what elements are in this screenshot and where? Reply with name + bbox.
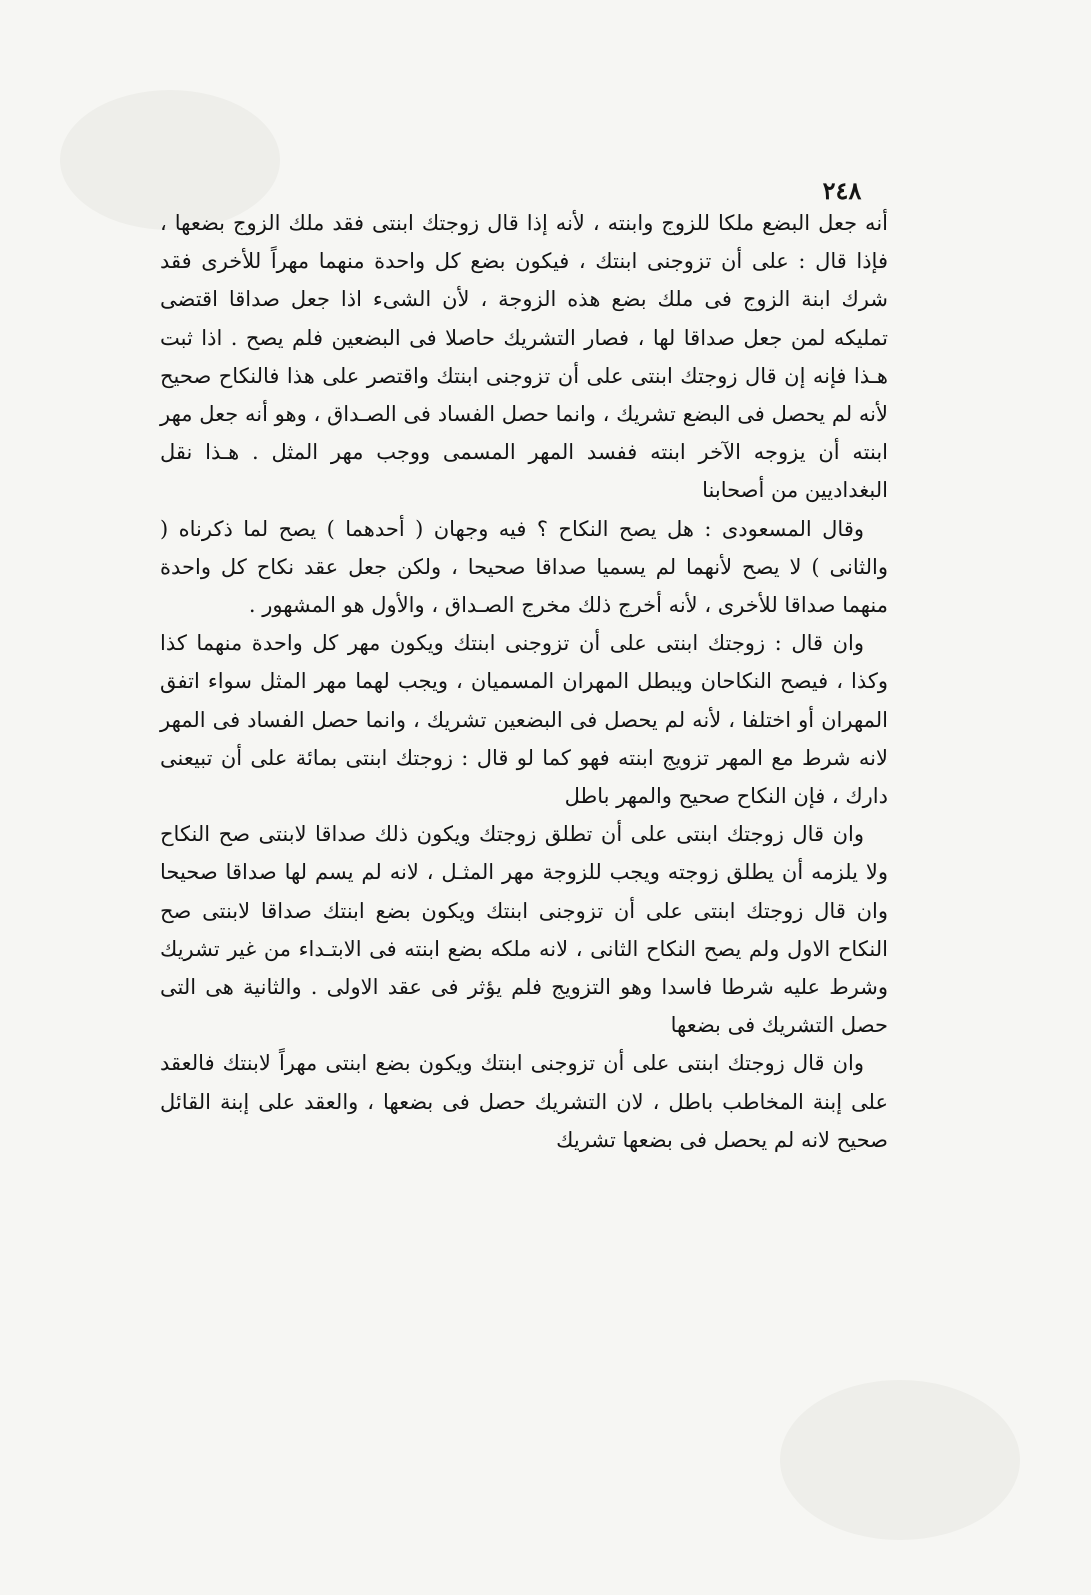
paragraph: وان قال زوجتك ابنتى على أن تطلق زوجتك ويكون ذلك صداقا لابنتى صح النكاح ولا يلزمه أن يطلق زوجته ويجب للزوجة مهر المثـل ، لانه لم يسم لها صداقا صحيحا وان قال زوجتك ابنتى على أن تزوجنى ابنتك ويكون بضع ابنتك صداقا لابنتى صح النكاح الاول ولم يصح النكاح الثانى ، لانه ملكه بضع ابنته فى الابتـداء من غير تشريك وشرط عليه شرطا فاسدا وهو التزويج فلم يؤثر فى عقد الاولى . والثانية هى التى حصل التشريك فى بضعها [160, 822, 888, 1038]
page-number: ٢٤٨ [822, 176, 862, 205]
paragraph: وان قال : زوجتك ابنتى على أن تزوجنى ابنتك ويكون مهر كل واحدة منهما كذا وكذا ، فيصح النكاحان ويبطل المهران المسميان ، ويجب لهما مهر المثل سواء اتفق المهران أو اختلفا ، لأنه لم يحصل فى البضعين تشريك ، وانما حصل الفساد فى المهر لانه شرط مع المهر تزويج ابنته فهو كما لو قال : زوجتك ابنتى بمائة على أن تبيعنى دارك ، فإن النكاح صحيح والمهر باطل [160, 631, 888, 809]
paragraph: وقال المسعودى : هل يصح النكاح ؟ فيه وجهان ( أحدهما ) يصح لما ذكرناه ( والثانى ) لا يصح لأنهما لم يسميا صداقا صحيحا ، ولكن جعل عقد نكاح كل واحدة منهما صداقا للأخرى ، لأنه أخرج ذلك مخرج الصـداق ، والأول هو المشهور . [160, 516, 888, 618]
paper-stain [780, 1380, 1020, 1540]
paragraph: وان قال زوجتك ابنتى على أن تزوجنى ابنتك ويكون بضع ابنتى مهراً لابنتك فالعقد على إبنة المخاطب باطل ، لان التشريك حصل فى بضعها ، والعقد على إبنة القائل صحيح لانه لم يحصل فى بضعها تشريك [160, 1051, 888, 1152]
paragraph: أنه جعل البضع ملكا للزوج وابنته ، لأنه إذا قال زوجتك ابنتى فقد ملك الزوج بضعها ، فإذا قال : على أن تزوجنى ابنتك ، فيكون بضع كل واحدة منهما مهراً للأخرى فقد شرك ابنة الزوج فى ملك بضع هذه الزوجة ، لأن الشىء اذا جعل صداقا اقتضى تمليكه لمن جعل صداقا لها ، فصار التشريك حاصلا فى البضعين فلم يصح . اذا ثبت هـذا فإنه إن قال زوجتك ابنتى على أن تزوجنى ابنتك واقتصر على هذا فالنكاح صحيح لأنه لم يحصل فى البضع تشريك ، وانما حصل الفساد فى الصـداق ، وهو أنه جعل مهر ابنته أن يزوجه الآخر ابنته ففسد المهر المسمى ووجب مهر المثل . هـذا نقل البغداديين من أصحابنا [160, 211, 888, 503]
body-text [160, 204, 888, 1159]
